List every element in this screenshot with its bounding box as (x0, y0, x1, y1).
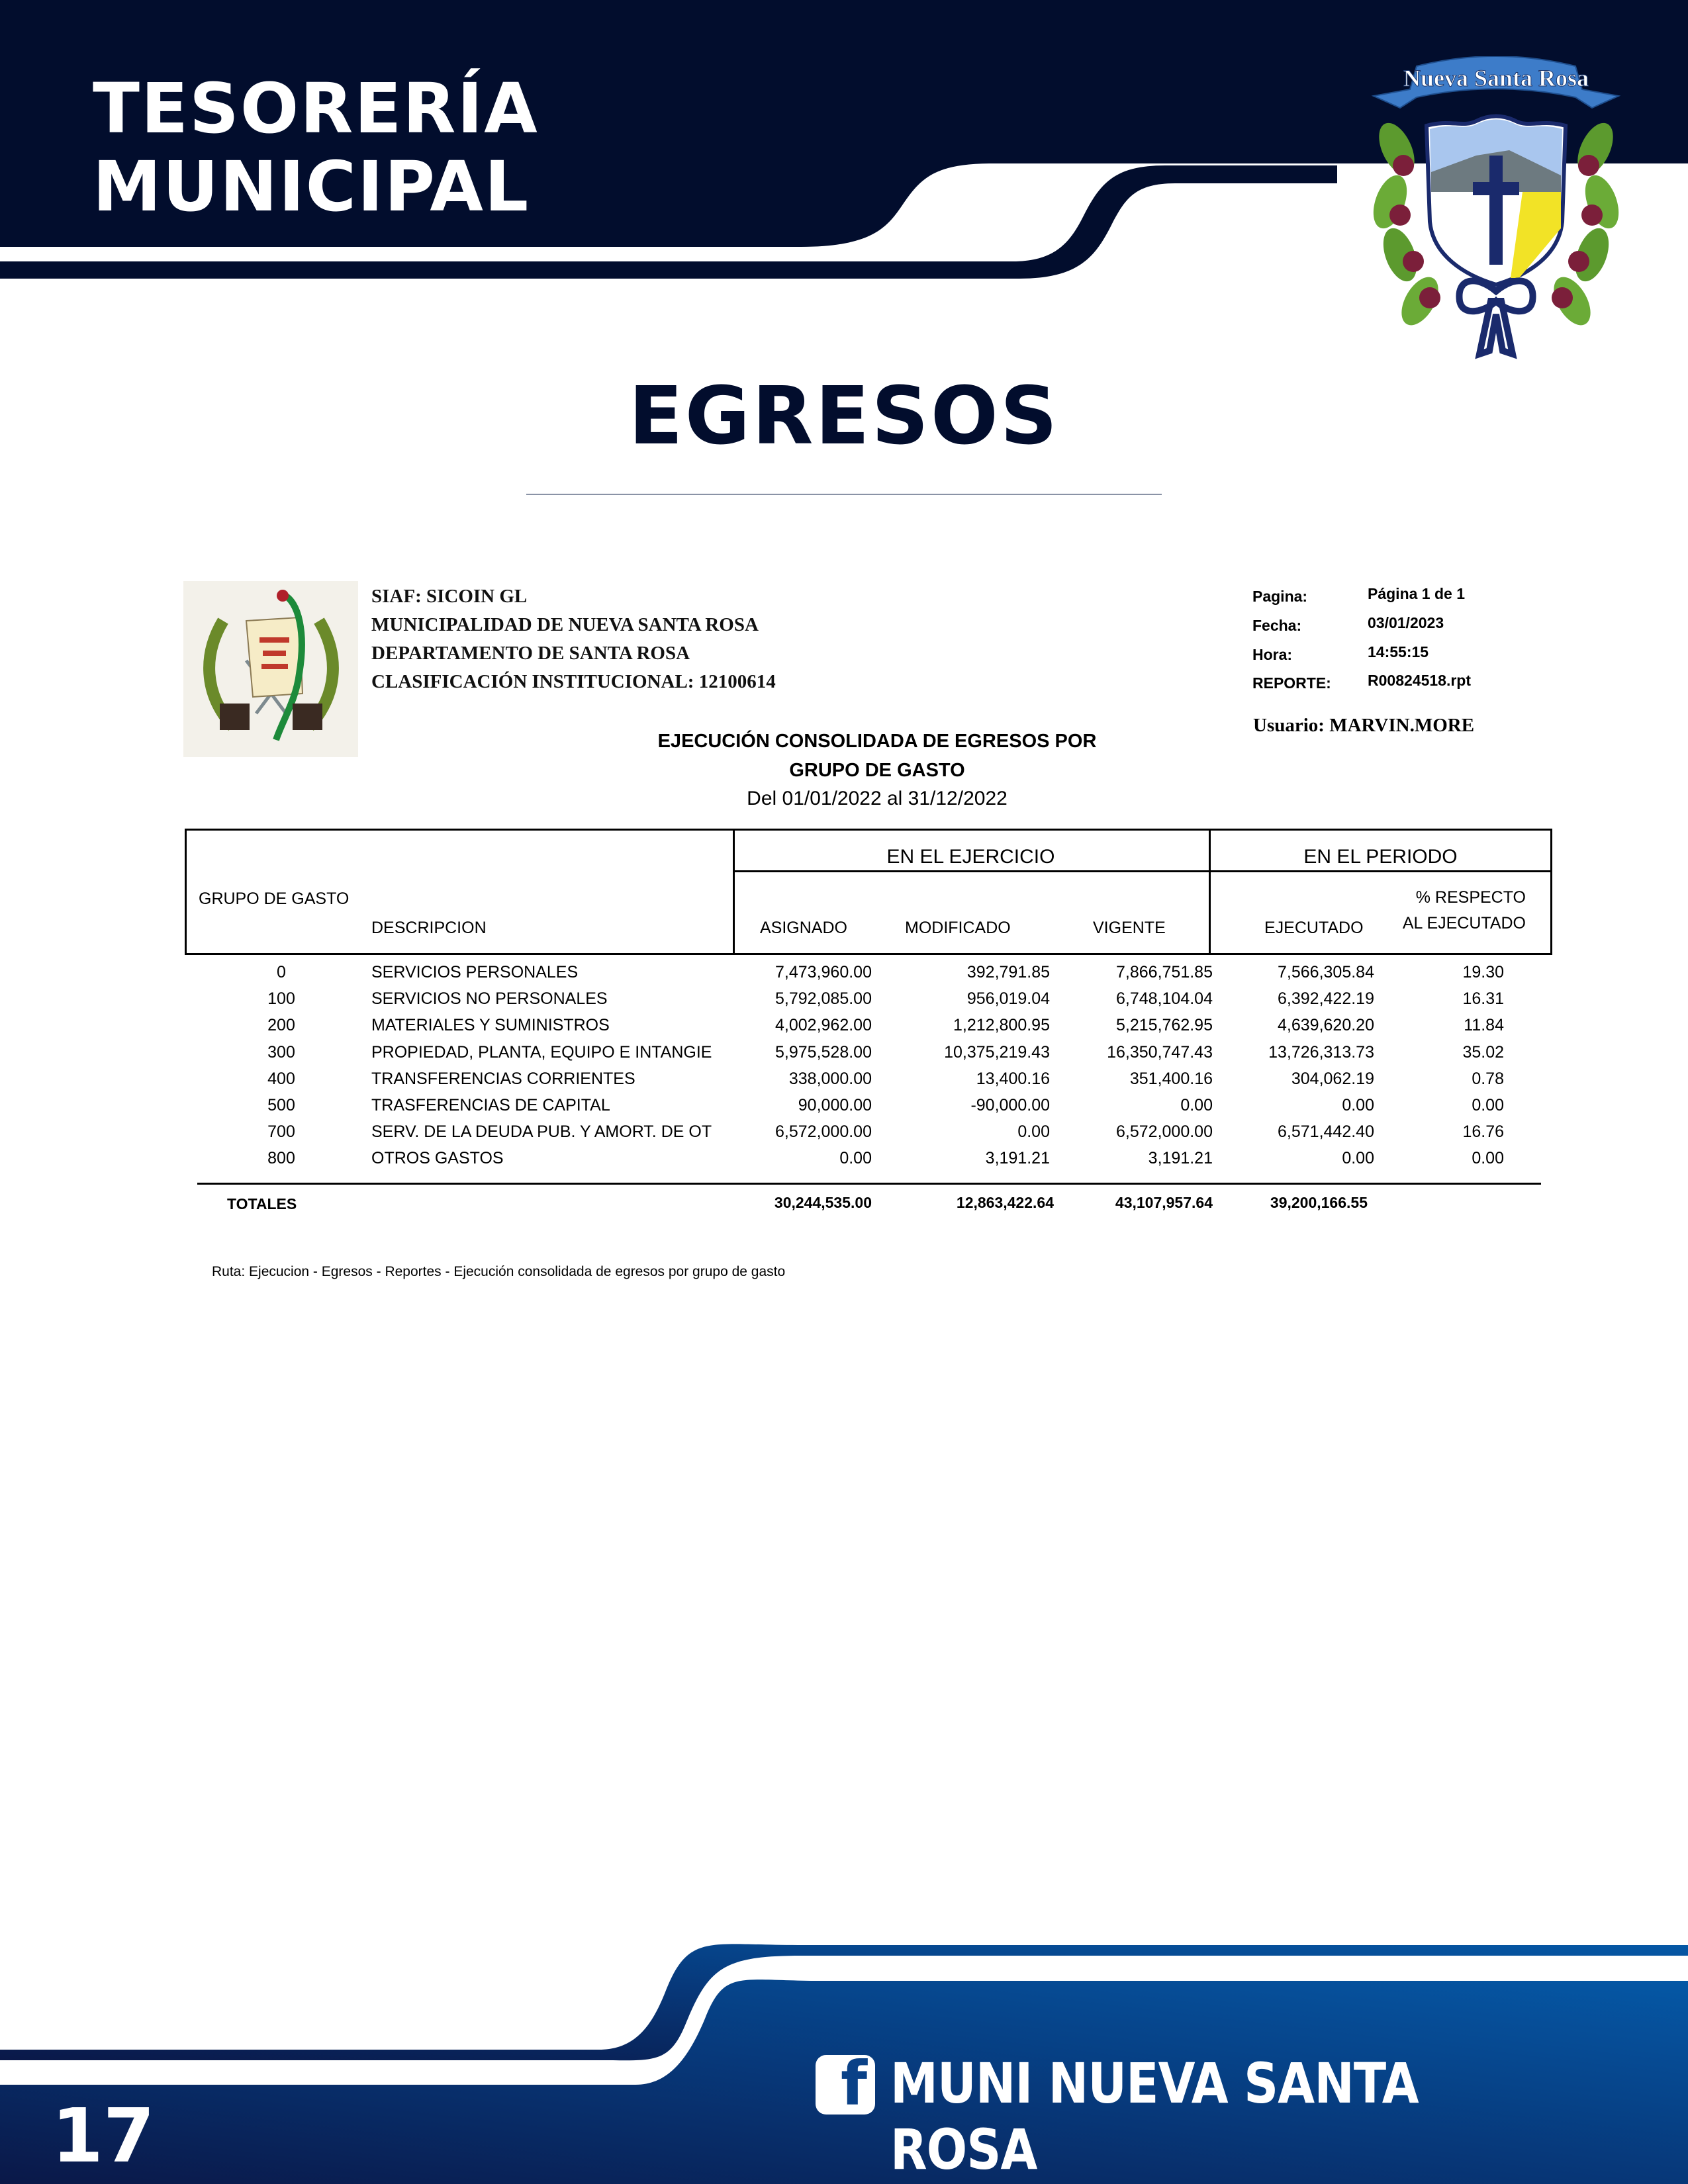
cell-ejecutado: 4,639,620.20 (1278, 1016, 1374, 1034)
cell-descripcion: SERVICIOS PERSONALES (371, 963, 579, 981)
cell-vigente: 16,350,747.43 (1107, 1043, 1213, 1062)
totals-label: TOTALES (227, 1195, 297, 1212)
cell-modificado: 956,019.04 (966, 989, 1050, 1008)
cell-modificado: 13,400.16 (976, 1069, 1050, 1088)
cell-ejecutado: 6,392,422.19 (1278, 989, 1374, 1008)
col-header-grupo: GRUPO DE GASTO (199, 889, 350, 908)
col-header-descripcion: DESCRIPCION (371, 919, 487, 937)
cell-descripcion: TRANSFERENCIAS CORRIENTES (371, 1069, 635, 1088)
meta-page-value: Página 1 de 1 (1368, 585, 1466, 602)
col-header-pct-line2: AL EJECUTADO (1402, 914, 1526, 933)
cell-pct: 0.00 (1472, 1096, 1504, 1115)
org-department: DEPARTAMENTO DE SANTA ROSA (371, 643, 690, 664)
org-classification: CLASIFICACIÓN INSTITUCIONAL: 12100614 (371, 671, 776, 692)
meta-time-label: Hora: (1252, 646, 1293, 663)
report-path: Ruta: Ejecucion - Egresos - Reportes - Ejecución consolidada de egresos por grupo de gasto (212, 1264, 786, 1279)
cell-pct: 35.02 (1462, 1043, 1504, 1062)
header-title-line2: MUNICIPAL (93, 146, 530, 227)
cell-ejecutado: 0.00 (1342, 1096, 1374, 1115)
col-header-modificado: MODIFICADO (905, 919, 1011, 937)
cell-ejecutado: 6,571,442.40 (1278, 1122, 1374, 1141)
total-vigente: 43,107,957.64 (1115, 1194, 1213, 1211)
cell-grupo: 800 (267, 1149, 295, 1167)
cell-descripcion: OTROS GASTOS (371, 1149, 504, 1167)
title-divider (526, 494, 1162, 495)
cell-descripcion: PROPIEDAD, PLANTA, EQUIPO E INTANGIE (371, 1043, 712, 1062)
header-group-separator (733, 870, 1552, 872)
cell-vigente: 7,866,751.85 (1116, 963, 1213, 981)
cell-modificado: 3,191.21 (985, 1149, 1050, 1167)
cell-grupo: 700 (267, 1122, 295, 1141)
group-header-periodo: EN EL PERIODO (1303, 846, 1458, 868)
facebook-icon[interactable]: f (816, 2055, 875, 2115)
cell-ejecutado: 0.00 (1342, 1149, 1374, 1167)
cell-grupo: 500 (267, 1096, 295, 1115)
cell-grupo: 200 (267, 1016, 295, 1034)
crest-bow (1459, 281, 1532, 354)
cell-asignado: 4,002,962.00 (775, 1016, 872, 1034)
cell-asignado: 0.00 (839, 1149, 872, 1167)
cell-ejecutado: 7,566,305.84 (1278, 963, 1374, 981)
org-municipality: MUNICIPALIDAD DE NUEVA SANTA ROSA (371, 614, 759, 635)
total-ejecutado: 39,200,166.55 (1270, 1194, 1368, 1211)
cell-descripcion: TRASFERENCIAS DE CAPITAL (371, 1096, 610, 1115)
meta-time-value: 14:55:15 (1368, 643, 1429, 660)
cell-ejecutado: 304,062.19 (1291, 1069, 1374, 1088)
cell-grupo: 100 (267, 989, 295, 1008)
meta-report-label: REPORTE: (1252, 674, 1331, 692)
totals-separator (197, 1183, 1541, 1185)
cell-modificado: 10,375,219.43 (944, 1043, 1050, 1062)
report-period: Del 01/01/2022 al 31/12/2022 (747, 788, 1008, 809)
cell-pct: 19.30 (1462, 963, 1504, 981)
cell-asignado: 338,000.00 (788, 1069, 872, 1088)
cell-descripcion: SERVICIOS NO PERSONALES (371, 989, 608, 1008)
cell-asignado: 90,000.00 (798, 1096, 872, 1115)
meta-user: Usuario: MARVIN.MORE (1253, 715, 1475, 736)
col-header-vigente: VIGENTE (1093, 919, 1166, 937)
total-asignado: 30,244,535.00 (774, 1194, 872, 1211)
cell-vigente: 6,748,104.04 (1116, 989, 1213, 1008)
col-header-pct-line1: % RESPECTO (1415, 888, 1526, 907)
cell-grupo: 0 (277, 963, 286, 981)
cell-modificado: 392,791.85 (966, 963, 1050, 981)
meta-report-value: R00824518.rpt (1368, 672, 1471, 689)
meta-page-label: Pagina: (1252, 588, 1308, 605)
meta-date-value: 03/01/2023 (1368, 614, 1444, 631)
cell-pct: 16.76 (1462, 1122, 1504, 1141)
header-title-line1: TESORERÍA (93, 68, 539, 149)
cell-vigente: 3,191.21 (1148, 1149, 1213, 1167)
org-system: SIAF: SICOIN GL (371, 586, 528, 607)
cell-pct: 0.00 (1472, 1149, 1504, 1167)
cell-asignado: 6,572,000.00 (775, 1122, 872, 1141)
facebook-page-name[interactable]: MUNI NUEVA SANTA ROSA (890, 2051, 1419, 2182)
cell-vigente: 6,572,000.00 (1116, 1122, 1213, 1141)
crest-banner-text: Nueva Santa Rosa (1403, 65, 1589, 91)
municipal-crest-logo (1364, 56, 1628, 361)
cell-pct: 16.31 (1462, 989, 1504, 1008)
cell-grupo: 400 (267, 1069, 295, 1088)
cell-asignado: 7,473,960.00 (775, 963, 872, 981)
cell-asignado: 5,975,528.00 (775, 1043, 872, 1062)
cell-modificado: 1,212,800.95 (953, 1016, 1050, 1034)
total-modificado: 12,863,422.64 (956, 1194, 1054, 1211)
cell-ejecutado: 13,726,313.73 (1268, 1043, 1374, 1062)
cell-pct: 0.78 (1472, 1069, 1504, 1088)
col-header-ejecutado: EJECUTADO (1264, 919, 1364, 937)
report-title-line1: EJECUCIÓN CONSOLIDADA DE EGRESOS POR (657, 731, 1097, 752)
group-header-ejercicio: EN EL EJERCICIO (886, 846, 1055, 868)
col-header-asignado: ASIGNADO (760, 919, 847, 937)
cell-descripcion: MATERIALES Y SUMINISTROS (371, 1016, 610, 1034)
page-number: 17 (52, 2093, 155, 2179)
cell-vigente: 5,215,762.95 (1116, 1016, 1213, 1034)
guatemala-coat-of-arms-logo (183, 581, 358, 757)
cell-vigente: 351,400.16 (1129, 1069, 1213, 1088)
cell-asignado: 5,792,085.00 (775, 989, 872, 1008)
cell-vigente: 0.00 (1180, 1096, 1213, 1115)
cell-modificado: -90,000.00 (970, 1096, 1050, 1115)
report-title-line2: GRUPO DE GASTO (789, 760, 965, 781)
cell-descripcion: SERV. DE LA DEUDA PUB. Y AMORT. DE OT (371, 1122, 712, 1141)
cell-pct: 11.84 (1464, 1016, 1504, 1034)
meta-date-label: Fecha: (1252, 617, 1302, 634)
cell-grupo: 300 (267, 1043, 295, 1062)
section-title: EGRESOS (628, 371, 1060, 463)
header-title (93, 69, 539, 226)
cell-modificado: 0.00 (1017, 1122, 1050, 1141)
